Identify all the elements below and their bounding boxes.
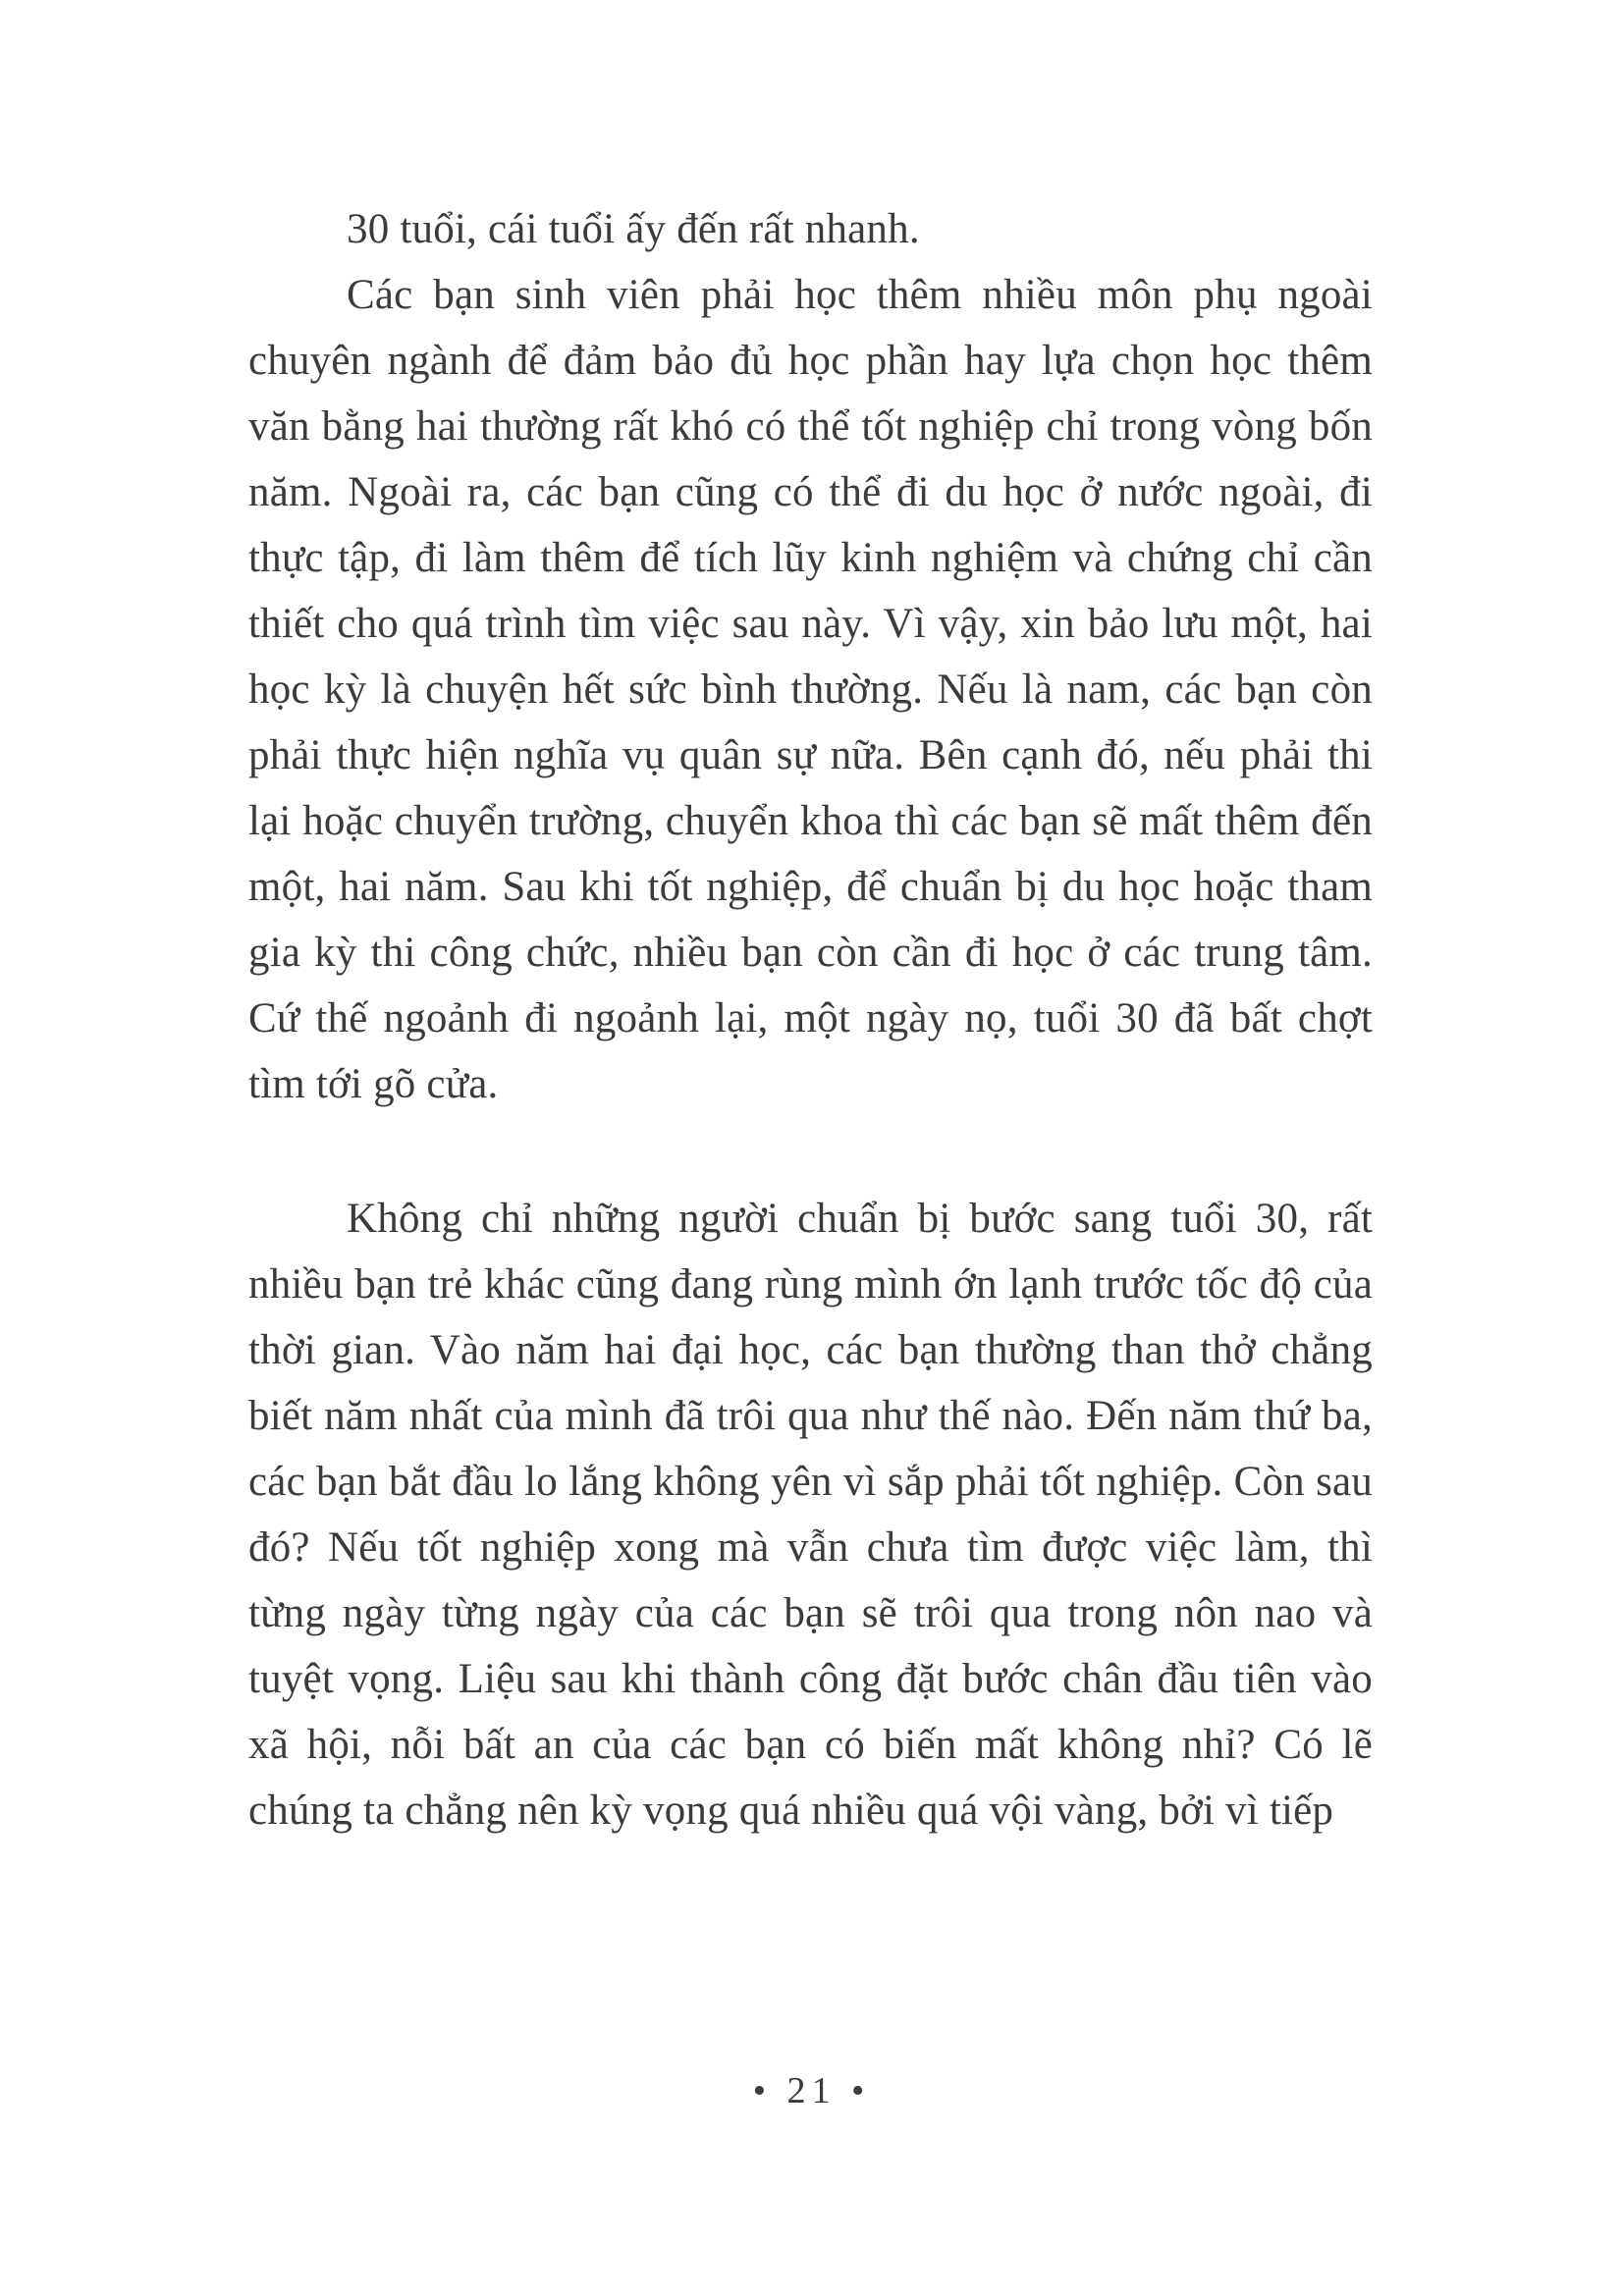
paragraph-1: 30 tuổi, cái tuổi ấy đến rất nhanh. [347, 206, 920, 252]
paragraph-2: Các bạn sinh viên phải học thêm nhiều môn phụ ngoài chuyên ngành để đảm bảo đủ học phần hay lựa chọn học thêm văn bằng hai thường rất khó có thể tốt nghiệp chỉ trong vòng bốn năm. Ngoài ra, các bạn cũng có thể đi du học ở nước ngoài, đi thực tập, đi làm thêm để tích lũy kinh nghiệm và chứng chỉ cần thiết cho quá trình tìm việc sau này. Vì vậy, xin bảo lưu một, hai học kỳ là chuyện hết sức bình thường. Nếu là nam, các bạn còn phải thực hiện nghĩa vụ quân sự nữa. Bên cạnh đó, nếu phải thi lại hoặc chuyển trường, chuyển khoa thì các bạn sẽ mất thêm đến một, hai năm. Sau khi tốt nghiệp, để chuẩn bị du học hoặc tham gia kỳ thi công chức, nhiều bạn còn cần đi học ở các trung tâm. Cứ thế ngoảnh đi ngoảnh lại, một ngày nọ, tuổi 30 đã bất chợt tìm tới gõ cửa. [248, 272, 1373, 1107]
paragraph-3: Không chỉ những người chuẩn bị bước sang tuổi 30, rất nhiều bạn trẻ khác cũng đang rùng mình ớn lạnh trước tốc độ của thời gian. Vào năm hai đại học, các bạn thường than thở chẳng biết năm nhất của mình đã trôi qua như thế nào. Đến năm thứ ba, các bạn bắt đầu lo lắng không yên vì sắp phải tốt nghiệp. Còn sau đó? Nếu tốt nghiệp xong mà vẫn chưa tìm được việc làm, thì từng ngày từng ngày của các bạn sẽ trôi qua trong nôn nao và tuyệt vọng. Liệu sau khi thành công đặt bước chân đầu tiên vào xã hội, nỗi bất an của các bạn có biến mất không nhỉ? Có lẽ chúng ta chẳng nên kỳ vọng quá nhiều quá vội vàng, bởi vì tiếp [248, 1196, 1373, 1834]
page-text [248, 196, 1373, 1843]
page-number: • 21 • [752, 2070, 871, 2111]
